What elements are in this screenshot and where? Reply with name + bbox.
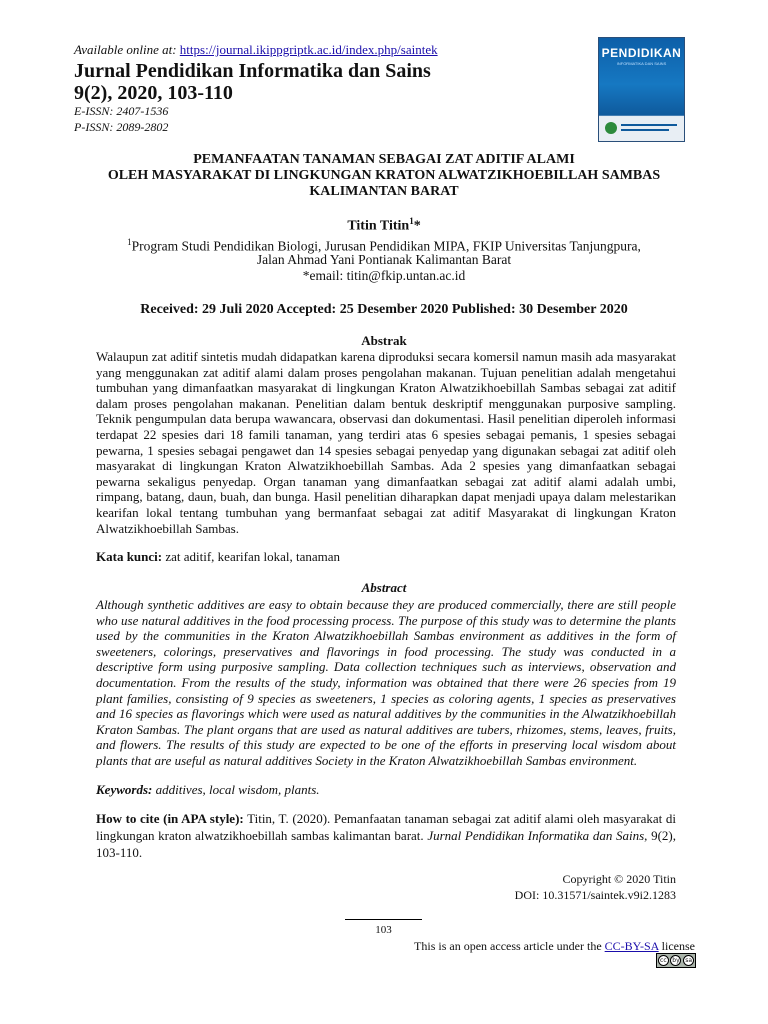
oa-prefix: This is an open access article under the	[414, 939, 605, 953]
journal-url-link[interactable]: https://journal.ikippgriptk.ac.id/index.php/saintek	[179, 42, 438, 57]
affil-sup: 1	[127, 237, 132, 247]
by-icon: by	[672, 957, 680, 964]
abstract-heading: Abstract	[361, 580, 407, 595]
author-star: *	[413, 218, 421, 234]
cover-text-line	[621, 124, 677, 126]
footer-rule	[345, 919, 422, 920]
journal-volume: 9(2), 2020, 103-110	[74, 82, 233, 104]
author-name	[74, 216, 694, 235]
pissn: P-ISSN: 2089-2802	[74, 120, 169, 134]
journal-cover-image	[598, 37, 685, 142]
article-title-line-2: OLEH MASYARAKAT DI LINGKUNGAN KRATON ALWATZIKHOEBILLAH SAMBAS	[107, 168, 661, 183]
affiliation-line-2: Jalan Ahmad Yani Pontianak Kalimantan Barat	[256, 252, 512, 267]
sa-icon: sa	[683, 955, 694, 966]
cover-subtitle: INFORMATIKA DAN SAINS	[616, 61, 667, 66]
cite-text-1: Titin, T. (2020). Pemanfaatan tanaman sebagai zat aditif alami oleh masyarakat di lingkungan kraton alwatzikhoebillah sambas kalimantan barat.	[96, 811, 677, 843]
cite-journal: Jurnal Pendidikan Informatika dan Sains	[427, 828, 645, 843]
article-title-line-3: KALIMANTAN BARAT	[309, 184, 459, 199]
keywords	[96, 782, 676, 798]
oa-suffix: license	[658, 939, 695, 953]
open-access-notice	[414, 939, 695, 954]
available-prefix: Available online at:	[74, 42, 180, 57]
copyright-text: Copyright © 2020 Titin	[562, 872, 676, 886]
cover-text-line	[621, 129, 669, 131]
abstrak-body: Walaupun zat aditif sintetis mudah didapatkan karena diproduksi secara komersil namun masih ada masyarakat yang menggunakan zat aditif alami dalam proses pengolahan makanan. Tujuan penelitian adalah mengetahui tumbuhan yang dimanfaatkan masyarakat di lingkungan Kraton Alwatzikhoebillah Sambas sebagai zat aditif dalam proses pengolahan makanan. Penelitian dalam bentuk deskriptif menggunakan purposive sampling. Teknik pengumpulan data berupa wawancara, observasi dan dokumentasi. Hasil penelitian diperoleh informasi terdapat 22 spesies dari 18 famili tanaman, yang terdiri atas 6 spesies sebagai pemanis, 1 spesies sebagai pewarna, 1 spesies sebagai pengawet dan 14 spesies sebagai penyedap yang digunakan sebagai zat aditif oleh masyarakat di lingkungan Kraton Alwatzikhoebillah Sambas. Ada 2 spesies yang dimanfaatkan sebagai pewarna sekaligus penyedap. Organ tanaman yang dimanfaatkan sebagai zat aditif alami adalah umbi, rimpang, batang, daun, buah, dan bunga. Hasil penelitian diharapkan dapat menjadi upaya dalam melestarikan kearifan lokal tentang tumbuhan yang bermanfaat sebagai zat aditif Masyarakat di lingkungan Kraton Alwatzikhoebillah Sambas.	[96, 349, 676, 536]
author-name-text: Titin Titin	[347, 218, 410, 234]
affil-text-1: Program Studi Pendidikan Biologi, Jurusan Pendidikan MIPA, FKIP Universitas Tanjungpura,	[131, 238, 641, 254]
doi-text: DOI: 10.31571/saintek.v9i2.1283	[514, 888, 676, 902]
kata-kunci	[96, 549, 676, 565]
cc-license-badge-icon[interactable]	[656, 953, 696, 968]
article-title-line-1: PEMANFAATAN TANAMAN SEBAGAI ZAT ADITIF ALAMI	[193, 152, 575, 167]
cc-by-sa-link[interactable]: CC-BY-SA	[604, 939, 659, 953]
kata-kunci-text: zat aditif, kearifan lokal, tanaman	[162, 549, 341, 564]
page-number: 103	[375, 924, 392, 936]
cite-text-2: , 9(2), 103-110.	[96, 828, 676, 860]
keywords-label: Keywords:	[96, 782, 153, 797]
author-sup: 1	[409, 216, 414, 226]
author-email: *email: titin@fkip.untan.ac.id	[302, 268, 466, 283]
keywords-text: additives, local wisdom, plants.	[152, 782, 320, 797]
publication-dates: Received: 29 Juli 2020 Accepted: 25 Desember 2020 Published: 30 Desember 2020	[140, 302, 628, 317]
how-to-cite	[96, 810, 676, 861]
cover-title: PENDIDIKAN	[601, 46, 682, 60]
university-logo-icon	[605, 122, 617, 134]
abstrak-heading: Abstrak	[361, 333, 407, 348]
journal-title: Jurnal Pendidikan Informatika dan Sains	[74, 60, 431, 82]
availability-line	[74, 42, 438, 58]
copyright-block	[515, 871, 676, 903]
cc-icon: cc	[658, 955, 669, 966]
eissn: E-ISSN: 2407-1536	[74, 104, 169, 118]
abstract-body: Although synthetic additives are easy to obtain because they are produced commercially, there are still people who use natural additives in the food processing process. The purpose of this study was to determine the plants used by the communities in the Kraton Alwatzikhoebillah Sambas environment as additives in the form of sweeteners, colorings, preservatives and flavorings in food processing. The study was conducted in a descriptive form using purposive sampling. Data collection techniques such as interviews, observation and documentation. From the results of the study, information was obtained that there were 26 species from 19 plant families, consisting of 9 species as sweeteners, 1 species as coloring agents, 1 species as preservatives and 16 species as flavorings which were used as natural additives by the communities in the Alwatzikhoebillah Kraton Sambas. The plant organs that are used as natural additives are tubers, rhizomes, stems, leaves, fruits, and flowers. The results of this study are expected to be one of the efforts in preserving local wisdom about plants that are useful as natural additives Society in the Kraton Alwatzikhoebillah Sambas environment.	[96, 597, 676, 768]
cite-label: How to cite (in APA style):	[96, 811, 244, 826]
kata-kunci-label: Kata kunci:	[96, 549, 163, 564]
